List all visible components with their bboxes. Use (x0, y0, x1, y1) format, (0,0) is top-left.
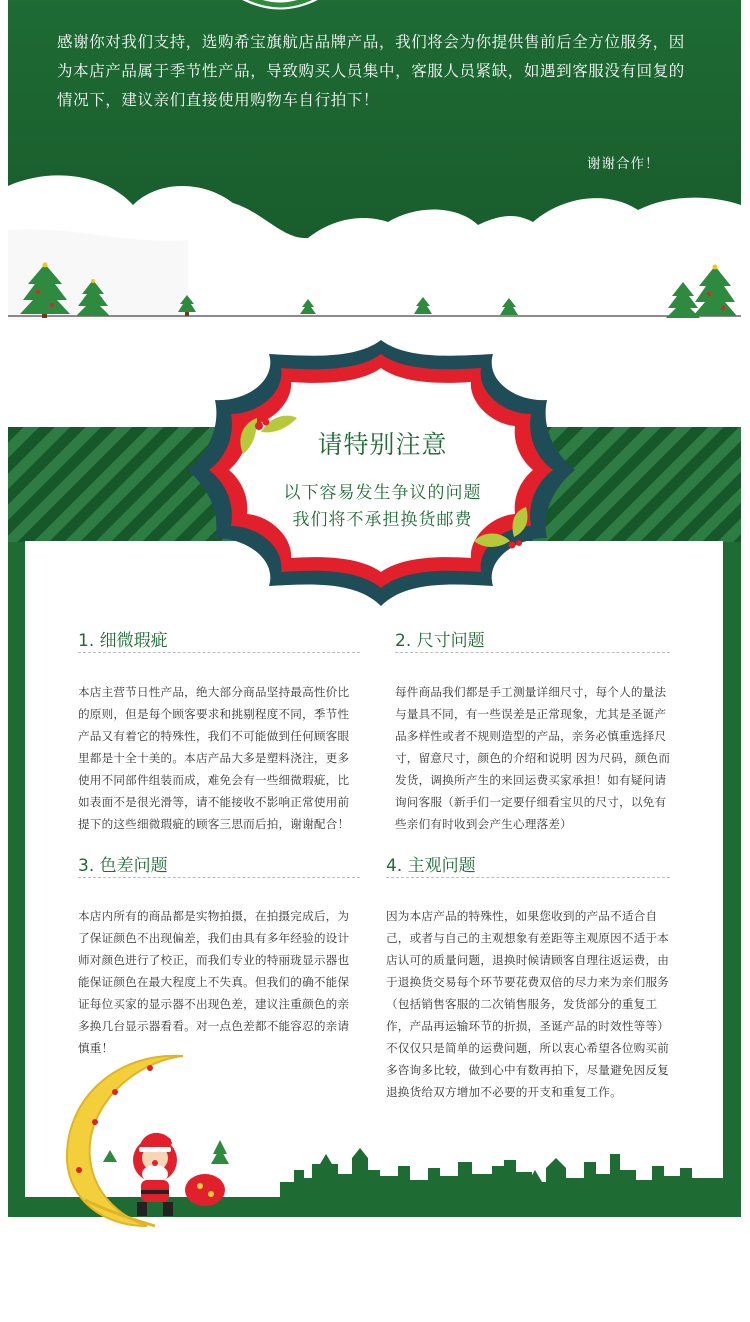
section-title-flaws: 1. 细微瑕疵 (78, 631, 168, 651)
section-title-color: 3. 色差问题 (78, 856, 168, 876)
christmas-tree-icon (498, 297, 520, 319)
christmas-tree-icon (412, 296, 434, 318)
notice-subtitle-2: 我们将不承担换货邮费 (292, 510, 473, 530)
section-body-size: 每件商品我们都是手工测量详细尺寸，每个人的量法与量具不同，有一些误差是正常现象，尤其是圣诞产品多样性或者不规则造型的产品，亲务必慎重选择尺寸，留意尺寸，颜色的介绍和说明 因为尺码，颜色而发货，调换所产生的来回运费买家承担！如有疑问请询问客服（新手们一定要仔细看宝贝的尺寸，以免有些亲们有时收到会产生心理落差） (395, 685, 671, 831)
notice-banner-frame (185, 338, 577, 610)
section-divider (395, 652, 670, 653)
section-body-color: 本店内所有的商品都是实物拍摄，在拍摄完成后，为了保证颜色不出现偏差，我们由具有多年经验的设计师对颜色进行了校正，而我们专业的特丽珑显示器也能保证颜色在最大程度上不失真。但我们的确不能保证每位买家的显示器不出现色差，建议注重颜色的亲多换几台显示器看看。对一点色差都不能容忍的亲请慎重！ (78, 909, 350, 1055)
santa-icon (133, 1133, 225, 1216)
section-divider (78, 877, 360, 878)
holly-leaf-icon (235, 408, 300, 458)
section-title-size: 2. 尺寸问题 (395, 631, 485, 651)
thanks-paragraph: 感谢你对我们支持，选购希宝旗航店品牌产品，我们将会为你提供售前后全方位服务，因为本店产品属于季节性产品，导致购买人员集中，客服人员紧缺，如遇到客服没有回复的情况下，建议亲们直接使用购物车自行拍下！ (57, 33, 685, 109)
section-title-subjective: 4. 主观问题 (386, 856, 476, 876)
christmas-tree-icon (176, 294, 198, 318)
notice-subtitle-1: 以下容易发生争议的问题 (283, 483, 482, 503)
christmas-tree-icon (20, 260, 115, 318)
skyline-silhouette (280, 1140, 723, 1200)
christmas-tree-icon (663, 262, 741, 318)
crescent-moon-icon (55, 1050, 255, 1230)
section-divider (386, 877, 670, 878)
notice-title: 请特别注意 (317, 430, 448, 459)
section-body-flaws: 本店主营节日性产品，绝大部分商品坚持最高性价比的原则，但是每个顾客要求和挑剔程度不同，季节性产品又有着它的特殊性，我们不可能做到任何顾客眼里都是十全十美的。本店产品大多是塑料浇注，更多使用不同部件组装而成，难免会有一些细微瑕疵，比如表面不是很光滑等，请不能接收不影响正常使用前提下的这些细微瑕疵的顾客三思而后拍，谢谢配合！ (78, 685, 350, 831)
ornament-icon (235, 0, 325, 16)
christmas-tree-icon (298, 298, 318, 318)
section-divider (78, 652, 360, 653)
section-body-subjective: 因为本店产品的特殊性，如果您收到的产品不适合自己，或者与自己的主观想象有差距等主观原因不适于本店认可的质量问题，退换时候请顾客自理往返运费，由于退换货交易每个环节要花费双倍的尽力来为亲们服务（包括销售客服的二次销售服务，发货部分的重复工作，产品再运输环节的折损，圣诞产品的时效性等等）不仅仅只是简单的运费问题，所以衷心希望各位购买前多咨询多比较，做到心中有数再拍下，尽量避免因反复退换货给双方增加不必要的开支和重复工作。 (386, 909, 670, 1099)
thanks-sign: 谢谢合作！ (587, 156, 660, 172)
